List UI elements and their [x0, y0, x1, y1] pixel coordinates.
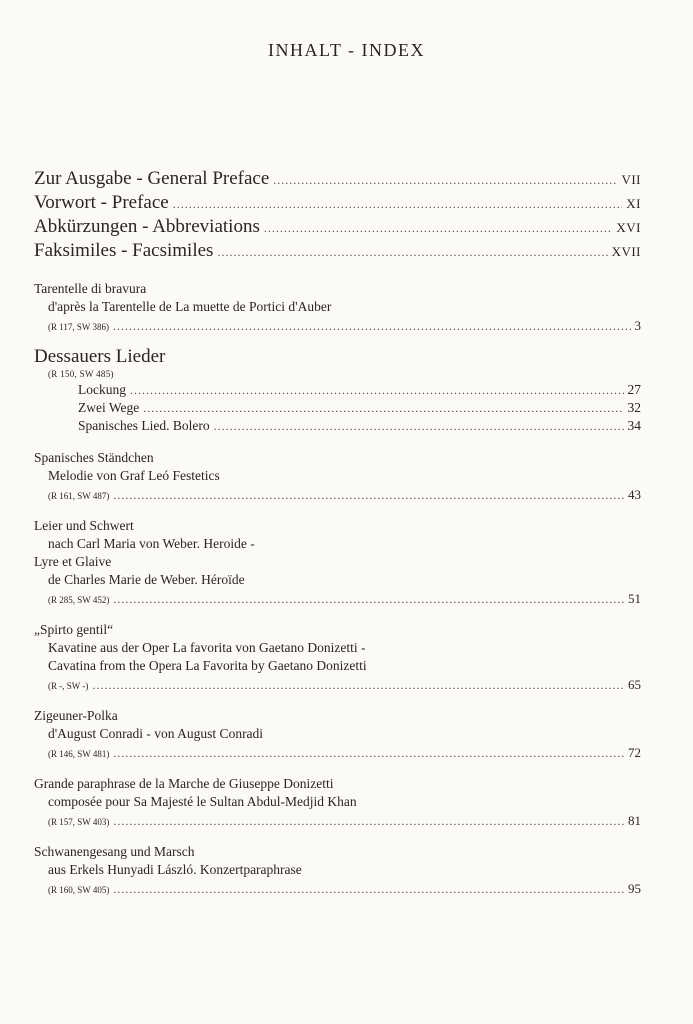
work-reference-row [34, 318, 641, 334]
song-title: Lockung [78, 382, 126, 397]
toc-entry-label: Vorwort - Preface [34, 192, 169, 213]
work-title: Grande paraphrase de la Marche de Giuseppe Donizetti [34, 776, 334, 791]
catalog-reference: (R 157, SW 403) [48, 817, 110, 827]
work-subtitle: Melodie von Graf Leó Festetics [48, 468, 220, 483]
leader-dots [113, 319, 630, 334]
toc-entry-label: Zur Ausgabe - General Preface [34, 168, 270, 189]
work-page: 65 [628, 677, 641, 692]
catalog-reference: (R 160, SW 405) [48, 885, 110, 895]
song-entry[interactable] [34, 417, 641, 435]
work-reference-row [34, 487, 641, 503]
toc-main-entry[interactable] [34, 240, 641, 264]
work-reference-row [34, 881, 641, 897]
work-reference-row [34, 745, 641, 761]
work-title: Tarentelle di bravura [34, 281, 147, 296]
catalog-reference: (R 146, SW 481) [48, 749, 110, 759]
work-page: 95 [628, 881, 641, 896]
work-subtitle: aus Erkels Hunyadi László. Konzertparaphrase [48, 862, 302, 877]
work-page: 3 [634, 318, 641, 333]
work-subtitle: d'August Conradi - von August Conradi [48, 726, 264, 741]
leader-dots [113, 488, 624, 503]
catalog-reference: (R 117, SW 386) [48, 322, 110, 332]
work-page: 72 [628, 745, 641, 760]
leader-dots [113, 592, 624, 607]
work-title: Zigeuner-Polka [34, 708, 118, 723]
work-reference-row [34, 813, 641, 829]
toc-work-entry[interactable] [34, 517, 641, 607]
work-page: 43 [628, 487, 641, 502]
leader-dots [273, 173, 617, 188]
toc-entry-label: Abkürzungen - Abbreviations [34, 216, 260, 237]
work-title: Schwanengesang und Marsch [34, 844, 195, 859]
song-entry[interactable] [34, 399, 641, 417]
toc-entry-page: XVII [611, 244, 641, 259]
leader-dots [214, 417, 624, 435]
leader-dots [92, 678, 624, 693]
toc-entry-page: VII [621, 172, 641, 187]
work-reference-row [34, 591, 641, 607]
song-page: 27 [627, 382, 641, 397]
leader-dots [143, 399, 623, 417]
work-subtitle: nach Carl Maria von Weber. Heroide - [48, 536, 255, 551]
toc-entry-page: XI [626, 196, 641, 211]
leader-dots [217, 245, 607, 260]
toc-work-entry[interactable] [34, 449, 641, 503]
toc-work-entry[interactable] [34, 280, 641, 334]
catalog-reference: (R 150, SW 485) [48, 369, 114, 379]
toc-entry-label: Faksimiles - Facsimiles [34, 240, 214, 261]
leader-dots [113, 746, 624, 761]
work-subtitle-alt: Cavatina from the Opera La Favorita by Gaetano Donizetti [48, 658, 367, 673]
work-subtitle: Kavatine aus der Oper La favorita von Gaetano Donizetti - [48, 640, 366, 655]
leader-dots [113, 814, 624, 829]
song-page: 32 [627, 400, 641, 415]
catalog-reference: (R -, SW -) [48, 681, 89, 691]
toc-main-entry[interactable] [34, 192, 641, 216]
toc-work-entry[interactable] [34, 843, 641, 897]
work-reference-row [34, 677, 641, 693]
work-subtitle: d'après la Tarentelle de La muette de Portici d'Auber [48, 299, 332, 314]
toc-work-entry[interactable] [34, 346, 641, 435]
toc-work-entry[interactable] [34, 707, 641, 761]
work-page: 81 [628, 813, 641, 828]
leader-dots [113, 882, 624, 897]
catalog-reference: (R 285, SW 452) [48, 595, 110, 605]
work-group-title: Dessauers Lieder [34, 346, 166, 367]
toc-work-entry[interactable] [34, 775, 641, 829]
song-page: 34 [627, 418, 641, 433]
work-title: „Spirto gentil“ [34, 622, 114, 637]
work-page: 51 [628, 591, 641, 606]
song-entry[interactable] [34, 381, 641, 399]
leader-dots [264, 221, 613, 236]
toc-work-entry[interactable] [34, 621, 641, 693]
work-title-alt: Lyre et Glaive [34, 554, 112, 569]
work-subtitle: composée pour Sa Majesté le Sultan Abdul-Medjid Khan [48, 794, 357, 809]
song-title: Spanisches Lied. Bolero [78, 418, 210, 433]
song-title: Zwei Wege [78, 400, 140, 415]
toc-entry-page: XVI [616, 220, 641, 235]
leader-dots [130, 381, 624, 399]
toc-main-entry[interactable] [34, 216, 641, 240]
work-title: Leier und Schwert [34, 518, 134, 533]
work-subtitle-alt: de Charles Marie de Weber. Héroïde [48, 572, 245, 587]
page-title: INHALT - INDEX [268, 40, 425, 60]
table-of-contents [34, 168, 641, 897]
catalog-reference: (R 161, SW 487) [48, 491, 110, 501]
work-title: Spanisches Ständchen [34, 450, 154, 465]
leader-dots [173, 197, 623, 212]
toc-main-entry[interactable] [34, 168, 641, 192]
